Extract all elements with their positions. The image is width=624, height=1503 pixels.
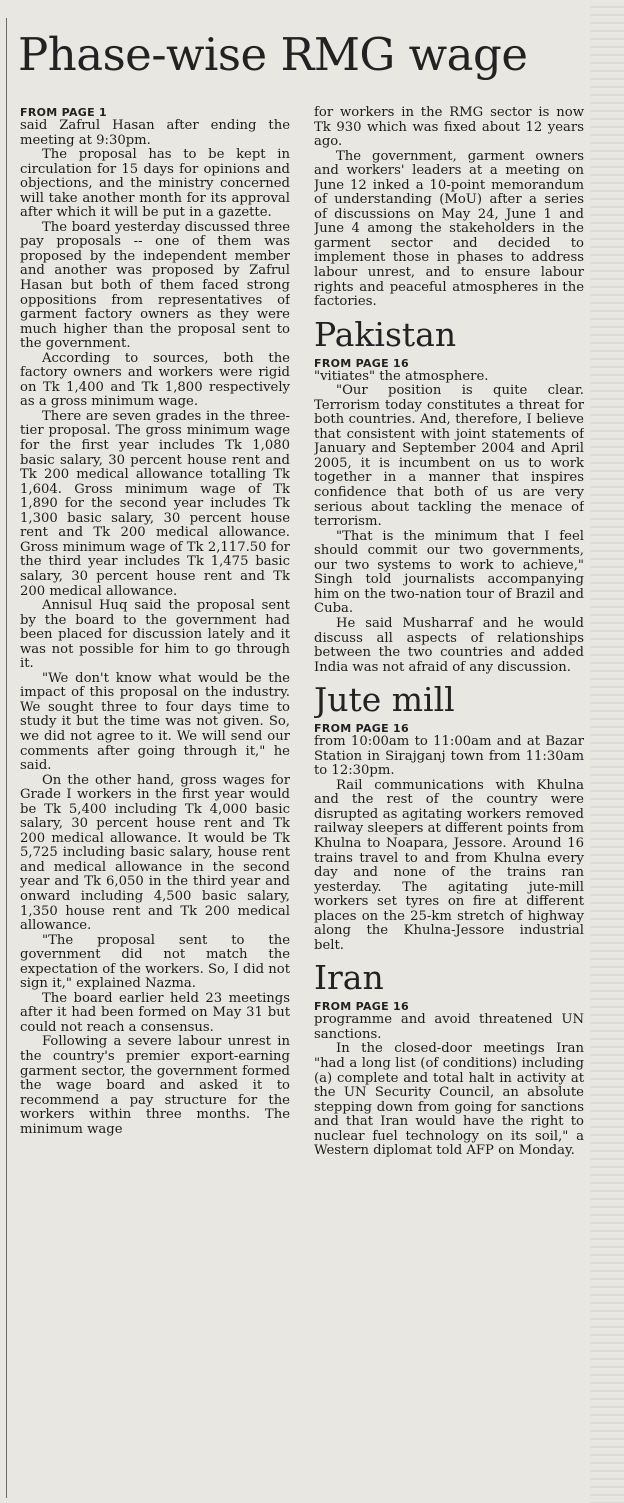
story-paragraph: "We don't know what would be the impact of this proposal on the industry. We sought three to four days time to study it but the time was not given. So, we did not agree to it. We will send our comments after going through it," he said. xyxy=(20,670,290,774)
pakistan-kicker: FROM PAGE 16 xyxy=(314,356,409,370)
jute-mill-kicker: FROM PAGE 16 xyxy=(314,722,409,736)
story-paragraph: "That is the minimum that I feel should commit our two governments, our two systems to work to achieve," Singh told journalists accompanying him on the two-nation tour of Brazil and Cuba. xyxy=(314,528,584,617)
story-paragraph: There are seven grades in the three-tier proposal. The gross minimum wage for the first year includes Tk 1,080 basic salary, 30 percent house rent and Tk 200 medical allowance totalling Tk 1,604. Gross minimum wage of Tk 1,890 for the second year includes Tk 1,300 basic salary, 30 percent house rent and Tk 200 medical allowance. Gross minimum wage of Tk 2,117.50 for the third year includes Tk 1,475 basic salary, 30 percent house rent and Tk 200 medical allowance. xyxy=(20,408,290,599)
story-paragraph: from 10:00am to 11:00am and at Bazar Station in Sirajganj town from 11:30am to 12:30pm. xyxy=(314,734,584,779)
story-paragraph: In the closed-door meetings Iran "had a long list (of conditions) including (a) complete and total halt in activity at the UN Security Council, an absolute stepping down from going for sanctions and that Iran would have the right to nuclear fuel technology on its soil," a Western diplomat told AFP on Monday. xyxy=(314,1041,584,1159)
page-edge-texture xyxy=(590,0,624,1503)
story-paragraph: According to sources, both the factory owners and workers were rigid on Tk 1,400 and Tk 1,800 respectively as a gross minimum wage. xyxy=(20,350,290,410)
story-paragraph: programme and avoid threatened UN sanctions. xyxy=(314,1012,584,1042)
story-paragraph: said Zafrul Hasan after ending the meeting at 9:30pm. xyxy=(20,118,290,148)
story-paragraph: "vitiates" the atmosphere. xyxy=(314,368,489,384)
iran-kicker: FROM PAGE 16 xyxy=(314,1000,409,1014)
story-paragraph: Following a severe labour unrest in the country's premier export-earning garment sector, the government formed the wage board and asked it to recommend a pay structure for the workers within three months. The minimum wage xyxy=(20,1034,290,1137)
story-paragraph: Rail communications with Khulna and the rest of the country were disrupted as agitating workers removed railway sleepers at different points from Khulna to Noapara, Jessore. Around 16 trains travel to and from Khulna every day and none of the trains ran yesterday. The agitating jute-mill workers set tyres on fire at different places on the 25-km stretch of highway along the Khulna-Jessore industrial belt. xyxy=(314,777,584,953)
main-story-column xyxy=(20,106,290,1501)
story-paragraph: The government, garment owners and workers' leaders at a meeting on June 12 inked a 10-point memorandum of understanding (MoU) after a series of discussions on May 24, June 1 and June 4 among the stakeholders in the garment sector and decided to implement those in phases to address labour unrest, and to ensure labour rights and peaceful atmospheres in the factories. xyxy=(314,148,584,310)
right-column xyxy=(314,106,584,1501)
story-paragraph: "The proposal sent to the government did not match the expectation of the workers. So, I did not sign it," explained Nazma. xyxy=(20,932,290,992)
story-paragraph: "Our position is quite clear. Terrorism today constitutes a threat for both countries. And, therefore, I believe that consistent with joint statements of January and September 2004 and April 2005, it is incumbent on us to work together in a manner that inspires confidence that both of us are very serious about tackling the menace of terrorism. xyxy=(314,383,584,530)
section-title-iran: Iran xyxy=(314,958,384,998)
story-paragraph: The board earlier held 23 meetings after it had been formed on May 31 but could not reach a consensus. xyxy=(20,990,290,1035)
section-title-pakistan: Pakistan xyxy=(314,314,457,354)
page-headline: Phase-wise RMG wage xyxy=(18,30,528,80)
story-paragraph: On the other hand, gross wages for Grade I workers in the first year would be Tk 5,400 including Tk 4,000 basic salary, 30 percent house rent and Tk 200 medical allowance. It would be Tk 5,725 including basic salary, house rent and medical allowance in the second year and Tk 6,050 in the third year and onward including 4,500 basic salary, 1,350 house rent and Tk 200 medical allowance. xyxy=(20,772,290,934)
story-paragraph: Annisul Huq said the proposal sent by the board to the government had been placed for discussion lately and it was not possible for him to go through it. xyxy=(20,598,290,672)
story-paragraph: for workers in the RMG sector is now Tk 930 which was fixed about 12 years ago. xyxy=(314,106,584,150)
main-story-kicker: FROM PAGE 1 xyxy=(20,106,108,119)
story-paragraph: The board yesterday discussed three pay proposals -- one of them was proposed by the independent member and another was proposed by Zafrul Hasan but both of them faced strong oppositions from representatives of garment factory owners as they were much higher than the proposal sent to the government. xyxy=(20,219,290,352)
column-rule xyxy=(6,18,7,1498)
story-paragraph: The proposal has to be kept in circulation for 15 days for opinions and objections, and the ministry concerned will take another month for its approval after which it will be put in a gazette. xyxy=(20,147,290,221)
section-title-jute-mill: Jute mill xyxy=(314,680,455,720)
story-paragraph: He said Musharraf and he would discuss all aspects of relationships between the two countries and added India was not afraid of any discussion. xyxy=(314,615,584,675)
